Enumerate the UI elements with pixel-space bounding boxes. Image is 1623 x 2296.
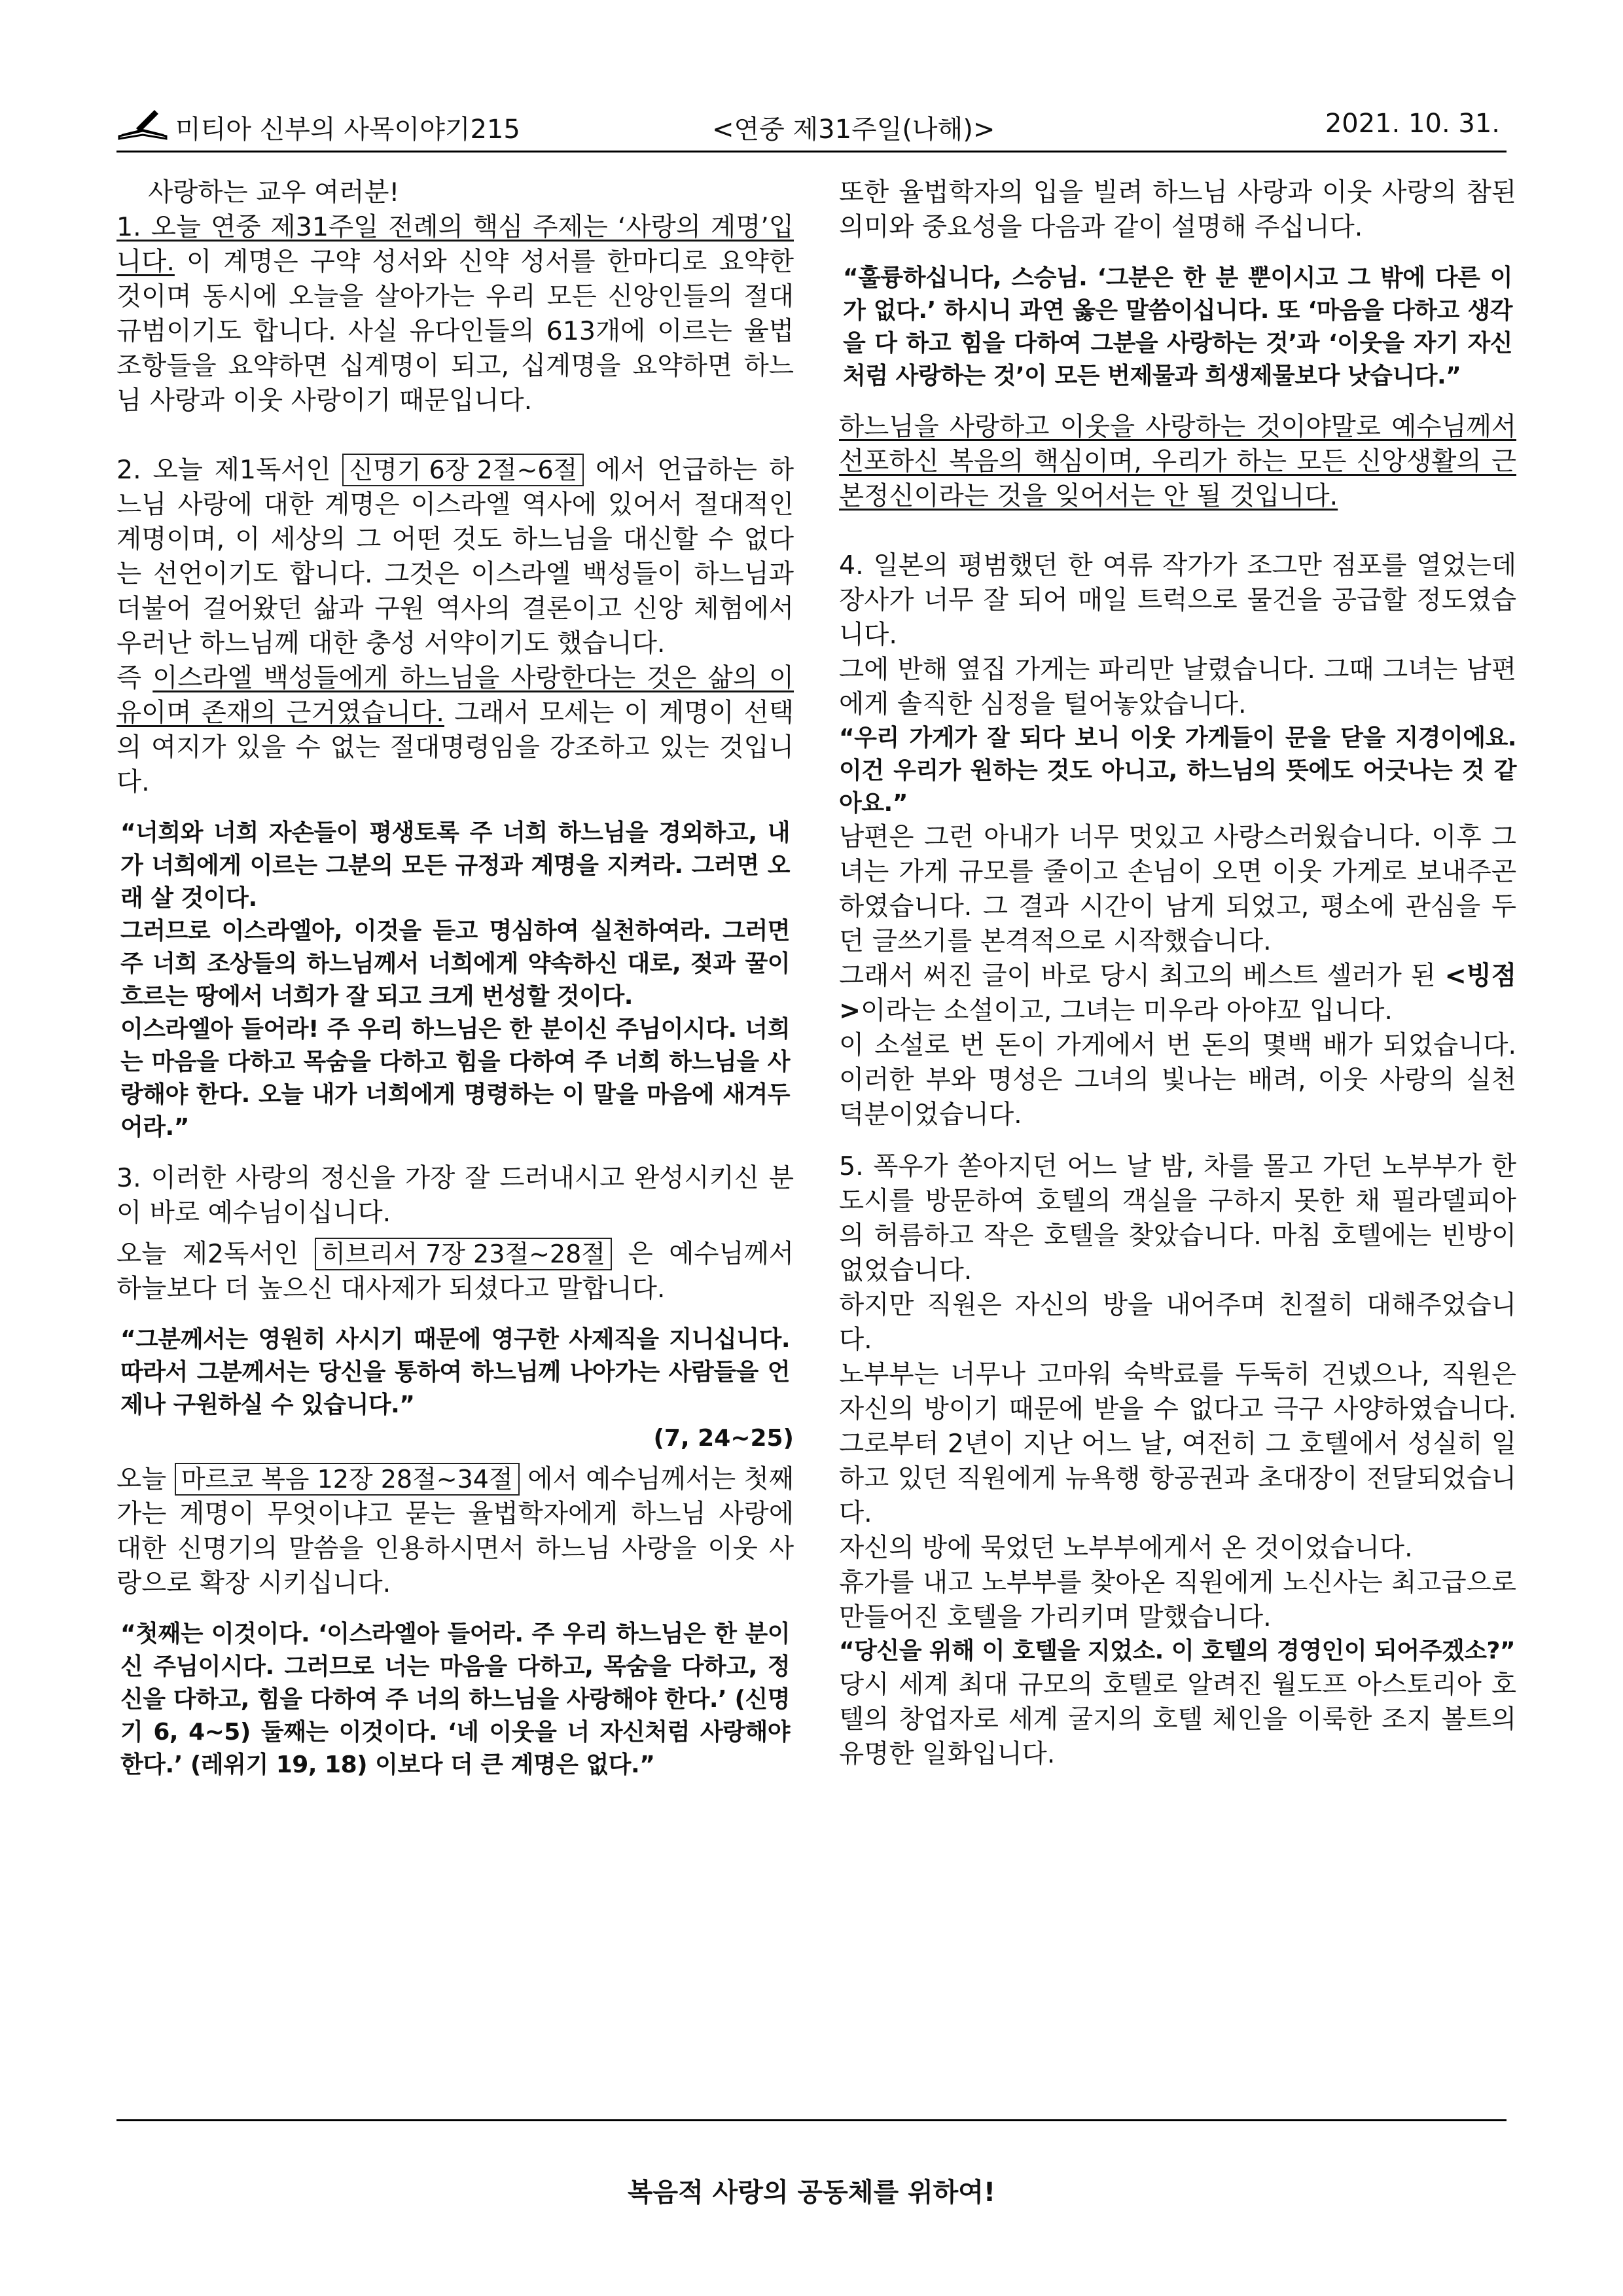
section-2-text: 에서 언급하는 하느님 사랑에 대한 계명은 이스라엘 역사에 있어서 절대적인 계명이며, 이 세상의 그 어떤 것도 하느님을 대신할 수 없다는 선언이기도 합니다. 그것은 이스라엘 백성들이 하느님과 더불어 걸어왔던 삶과 구원 역사의 결론이고 신앙 체험에서 우러난 하느님께 대한 충성 서약이기도 했습니다.: [116, 455, 794, 658]
section-2b: [116, 661, 794, 800]
quote-deuteronomy-2: 그러므로 이스라엘아, 이것을 듣고 명심하여 실천하여라. 그러면 주 너희 조상들의 하느님께서 너희에게 약속하신 대로, 젖과 꿀이 흐르는 땅에서 너희가 잘 되고 크게 번성할 것이다.: [120, 918, 790, 1010]
right-column: [839, 175, 1516, 1772]
section-2: [116, 453, 794, 661]
page-header: [116, 105, 1507, 152]
section-5c: 노부부는 너무나 고마워 숙박료를 두둑히 건넸으나, 직원은 자신의 방이기 때문에 받을 수 없다고 극구 사양하였습니다. 그로부터 2년이 지난 어느 날, 여전히 그 호텔에서 성실히 일하고 있던 직원에게 뉴욕행 항공권과 초대장이 전달되었습니다.: [839, 1359, 1516, 1528]
header-title: 미티아 신부의 사목이야기215: [175, 115, 520, 145]
section-4: 4. 일본의 평범했던 한 여류 작가가 조그만 점포를 열었는데 장사가 너무 잘 되어 매일 트럭으로 물건을 공급할 정도였습니다.: [839, 550, 1516, 650]
section-5b: 하지만 직원은 자신의 방을 내어주며 친절히 대해주었습니다.: [839, 1290, 1516, 1355]
section-1-text: 이 계명은 구약 성서와 신약 성서를 한마디로 요약한 것이며 동시에 오늘을 살아가는 우리 모든 신앙인들의 절대 규범이기도 합니다. 사실 유다인들의 613개에 이르는 율법 조항들을 요약하면 십계명이 되고, 십계명을 요약하면 하느님 사랑과 이웃 사랑이기 때문입니다.: [116, 247, 794, 416]
section-2b-text: 그래서 모세는 이 계명이 선택의 여지가 있을 수 없는 절대명령임을 강조하고 있는 것입니다.: [116, 698, 794, 797]
section-3b-text: 은 예수님께서 하늘보다 더 높으신 대사제가 되셨다고 말합니다.: [116, 1239, 794, 1304]
second-reading-ref: 히브리서 7장 23절∼28절: [315, 1238, 612, 1270]
section-3c-intro: 오늘: [116, 1464, 175, 1494]
section-3b-intro: 오늘 제2독서인: [116, 1239, 315, 1269]
quote-old-gentleman: “당신을 위해 이 호텔을 지었소. 이 호텔의 경영인이 되어주겠소?”: [839, 1638, 1516, 1664]
section-4d: [839, 959, 1516, 1028]
header-liturgical-day: <연중 제31주일(나해)>: [712, 115, 995, 145]
quote-scribe: “훌륭하십니다, 스승님. ‘그분은 한 분 뿐이시고 그 밖에 다른 이가 없다.’ 하시니 과연 옳은 말씀이십니다. 또 ‘마음을 다하고 생각을 다 하고 힘을 다하여 그분을 사랑하는 것’과 ‘이웃을 자기 자신처럼 사랑하는 것’이 모든 번제물과 희생제물보다 낫습니다.”: [843, 264, 1512, 389]
quote-wife: “우리 가게가 잘 되다 보니 이웃 가게들이 문을 닫을 지경이에요. 이건 우리가 원하는 것도 아니고, 하느님의 뜻에도 어긋나는 것 같아요.”: [839, 725, 1516, 817]
section-5f: 당시 세계 최대 규모의 호텔로 알려진 월도프 아스토리아 호텔의 창업자로 세계 굴지의 호텔 체인을 이룩한 조지 볼트의 유명한 일화입니다.: [839, 1670, 1516, 1769]
section-2-intro: 2. 오늘 제1독서인: [116, 455, 343, 485]
section-4e: 이 소설로 번 돈이 가게에서 번 돈의 몇백 배가 되었습니다. 이러한 부와 명성은 그녀의 빛나는 배려, 이웃 사랑의 실천 덕분이었습니다.: [839, 1030, 1516, 1130]
section-4c: 남편은 그런 아내가 너무 멋있고 사랑스러웠습니다. 이후 그녀는 가게 규모를 줄이고 손님이 오면 이웃 가게로 보내주곤 하였습니다. 그 결과 시간이 남게 되었고, 평소에 관심을 두던 글쓰기를 본격적으로 시작했습니다.: [839, 822, 1516, 956]
left-column: [116, 175, 794, 1782]
section-1: [116, 210, 794, 418]
section-5: 5. 폭우가 쏟아지던 어느 날 밤, 차를 몰고 가던 노부부가 한 도시를 방문하여 호텔의 객실을 구하지 못한 채 필라델피아의 허름하고 작은 호텔을 찾았습니다. 마침 호텔에는 빈방이 없었습니다.: [839, 1151, 1516, 1285]
quote-hebrews-ref: (7, 24∼25): [653, 1425, 794, 1452]
footer-divider: [116, 2119, 1507, 2121]
first-reading-ref: 신명기 6장 2절∼6절: [342, 454, 584, 486]
greeting: 사랑하는 교우 여러분!: [148, 177, 400, 207]
quote-deuteronomy-3: 이스라엘아 들어라! 주 우리 하느님은 한 분이신 주님이시다. 너희는 마음을 다하고 목숨을 다하고 힘을 다하여 주 너희 하느님을 사랑해야 한다. 오늘 내가 너희에게 명령하는 이 말을 마음에 새겨두어라.”: [120, 1016, 790, 1141]
section-3c-text: 에서 예수님께서는 첫째가는 계명이 무엇이냐고 묻는 율법학자에게 하느님 사랑에 대한 신명기의 말씀을 인용하시면서 하느님 사랑을 이웃 사랑으로 확장 시키십니다.: [116, 1464, 794, 1598]
quote-hebrews: “그분께서는 영원히 사시기 때문에 영구한 사제직을 지니십니다. 따라서 그분께서는 당신을 통하여 하느님께 나아가는 사람들을 언제나 구원하실 수 있습니다.”: [120, 1326, 790, 1418]
quote-deuteronomy-1: “너희와 너희 자손들이 평생토록 주 너희 하느님을 경외하고, 내가 너희에게 이르는 그분의 모든 규정과 계명을 지켜라. 그러면 오래 살 것이다.: [120, 819, 790, 912]
section-4d-text: 이라는 소설이고, 그녀는 미우라 아야꼬 입니다.: [861, 996, 1393, 1026]
right-paragraph-1: 또한 율법학자의 입을 빌려 하느님 사랑과 이웃 사랑의 참된 의미와 중요성을 다음과 같이 설명해 주십니다.: [839, 177, 1516, 242]
section-5e: 휴가를 내고 노부부를 찾아온 직원에게 노신사는 최고급으로 만들어진 호텔을 가리키며 말했습니다.: [839, 1568, 1516, 1632]
section-2b-intro: 즉: [116, 663, 153, 693]
section-3c: [116, 1462, 794, 1601]
core-message: 하느님을 사랑하고 이웃을 사랑하는 것이야말로 예수님께서 선포하신 복음의 핵심이며, 우리가 하는 모든 신앙생활의 근본정신이라는 것을 잊어서는 안 될 것입니다.: [839, 412, 1516, 511]
section-4d-intro: 그래서 써진 글이 바로 당시 최고의 베스트 셀러가 된: [839, 961, 1445, 991]
section-5d: 자신의 방에 묵었던 노부부에게서 온 것이었습니다.: [839, 1533, 1413, 1563]
writing-book-icon: [116, 106, 169, 143]
footer-slogan: 복음적 사랑의 공동체를 위하여!: [627, 2178, 996, 2208]
section-3b: [116, 1237, 794, 1306]
section-1-key-theme: 1. 오늘 연중 제31주일 전례의 핵심 주제는 ‘사랑의 계명’입니다.: [116, 212, 794, 277]
section-2b-emphasis: 이스라엘 백성들에게 하느님을 사랑한다는 것은 삶의 이유이며 존재의 근거였습니다.: [116, 663, 794, 728]
gospel-ref: 마르코 복음 12장 28절∼34절: [175, 1463, 520, 1496]
quote-mark-commandments: “첫째는 이것이다. ‘이스라엘아 들어라. 주 우리 하느님은 한 분이신 주님이시다. 그러므로 너는 마음을 다하고, 목숨을 다하고, 정신을 다하고, 힘을 다하여 주 너의 하느님을 사랑해야 한다.’ (신명기 6, 4∼5) 둘째는 이것이다. ‘네 이웃을 너 자신처럼 사랑해야 한다.’ (레위기 19, 18) 이보다 더 큰 계명은 없다.”: [120, 1621, 790, 1778]
section-3: 3. 이러한 사랑의 정신을 가장 잘 드러내시고 완성시키신 분이 바로 예수님이십니다.: [116, 1163, 794, 1228]
section-4b: 그에 반해 옆집 가게는 파리만 날렸습니다. 그때 그녀는 남편에게 솔직한 심정을 털어놓았습니다.: [839, 655, 1516, 719]
header-date: 2021. 10. 31.: [1325, 109, 1500, 139]
novel-title: <빙점>: [839, 961, 1516, 1026]
